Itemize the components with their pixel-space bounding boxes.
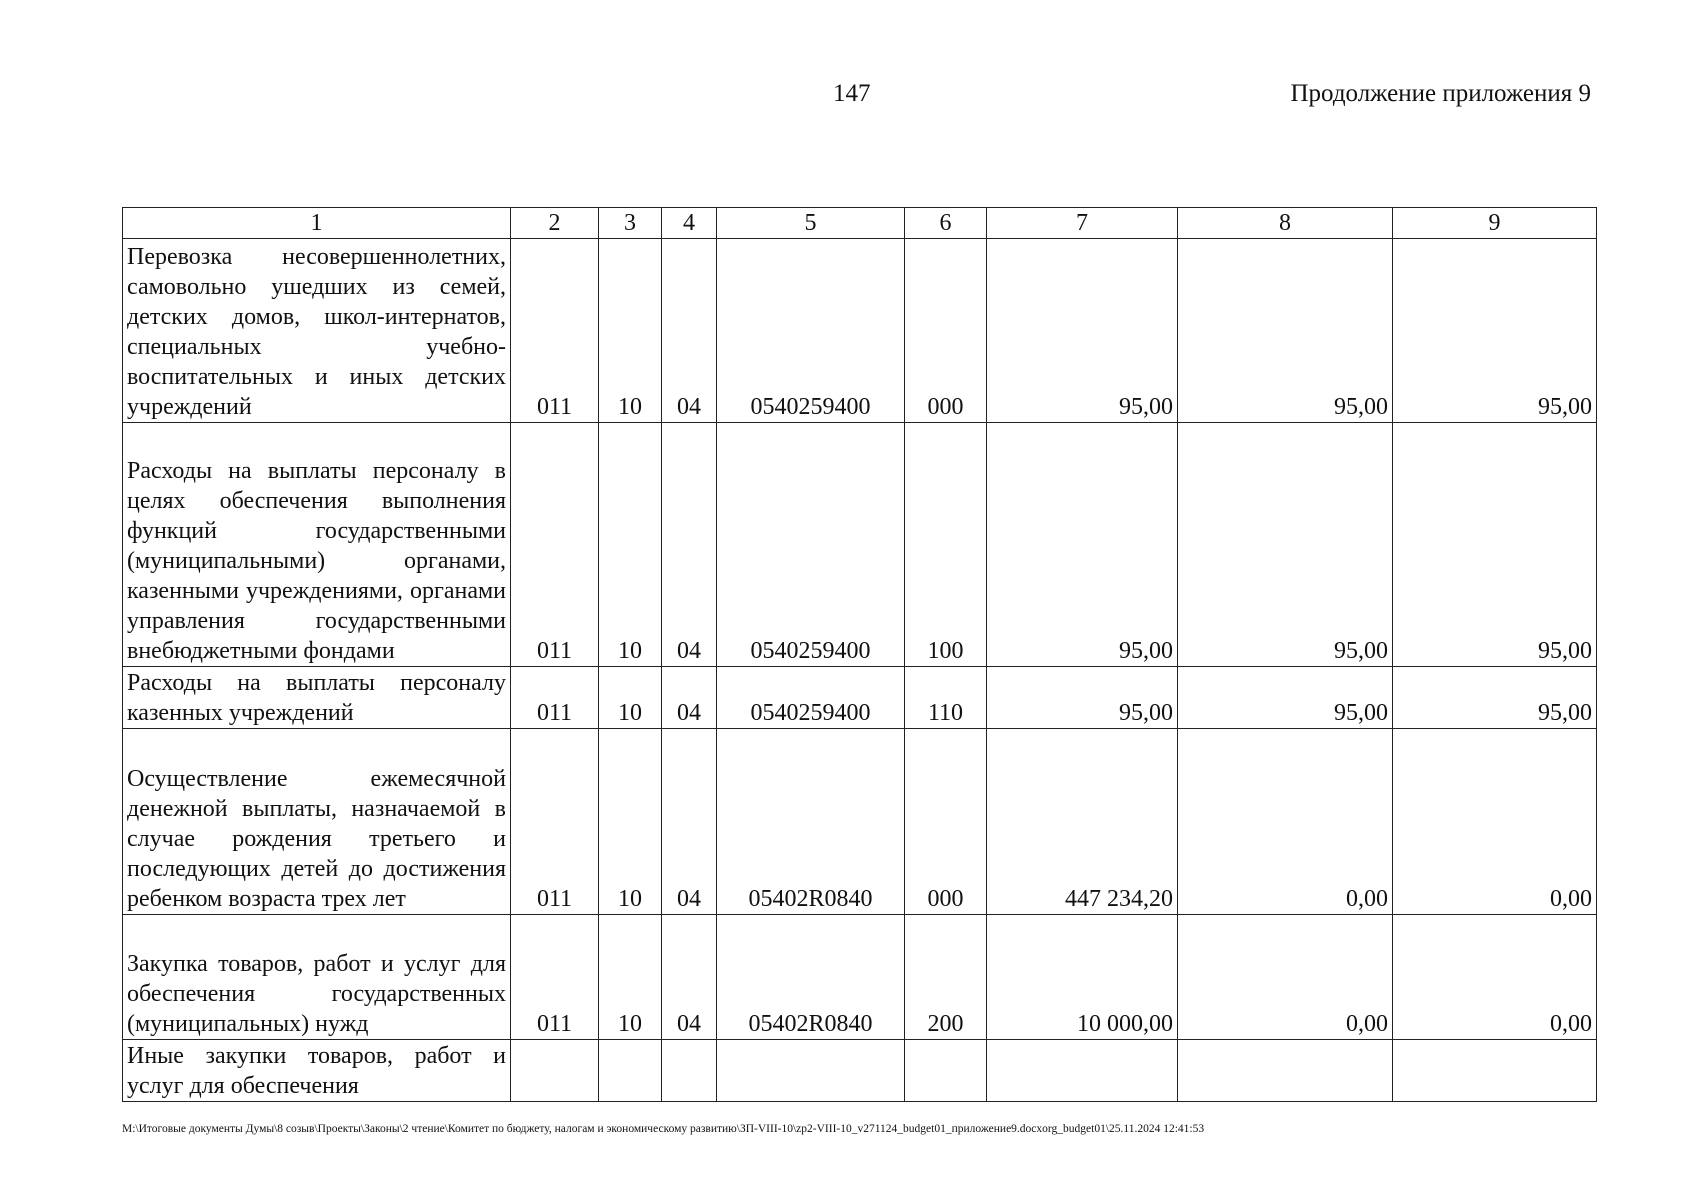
amount-col8-cell: 95,00 — [1178, 423, 1393, 667]
column-header: 3 — [599, 208, 662, 239]
target-article-cell: 0540259400 — [717, 423, 905, 667]
amount-col8-cell: 95,00 — [1178, 667, 1393, 729]
amount-col9-cell — [1393, 1040, 1597, 1102]
amount-col9-cell: 95,00 — [1393, 667, 1597, 729]
amount-col7-cell: 10 000,00 — [987, 915, 1178, 1040]
target-article-cell: 05402R0840 — [717, 915, 905, 1040]
footer-file-path: M:\Итоговые документы Думы\8 созыв\Проекты\Законы\2 чтение\Комитет по бюджету, налогам и экономическому развитию\ЗП-VIII-10\zp2-VIII-10_v271124_budget01_приложение9.docxorg_budget01\25.11.2024 12:41:53 — [122, 1123, 1205, 1135]
section-code-cell: 10 — [599, 667, 662, 729]
subsection-code-cell: 04 — [662, 915, 717, 1040]
target-article-cell: 0540259400 — [717, 667, 905, 729]
subsection-code-cell: 04 — [662, 667, 717, 729]
amount-col7-cell — [987, 1040, 1178, 1102]
subsection-code-cell: 04 — [662, 423, 717, 667]
column-header: 6 — [905, 208, 987, 239]
expense-type-cell: 110 — [905, 667, 987, 729]
expense-type-cell: 000 — [905, 239, 987, 423]
section-code-cell — [599, 1040, 662, 1102]
table-row — [123, 239, 1597, 423]
table-row — [123, 423, 1597, 667]
amount-col8-cell: 0,00 — [1178, 915, 1393, 1040]
amount-col7-cell: 447 234,20 — [987, 729, 1178, 915]
target-article-cell: 0540259400 — [717, 239, 905, 423]
subsection-code-cell: 04 — [662, 239, 717, 423]
amount-col8-cell — [1178, 1040, 1393, 1102]
expense-type-cell — [905, 1040, 987, 1102]
section-code-cell: 10 — [599, 423, 662, 667]
ministry-code-cell: 011 — [511, 667, 599, 729]
appendix-continuation-label: Продолжение приложения 9 — [1290, 80, 1591, 107]
target-article-cell — [717, 1040, 905, 1102]
ministry-code-cell: 011 — [511, 729, 599, 915]
table-header-row — [123, 208, 1597, 239]
column-header: 5 — [717, 208, 905, 239]
column-header: 1 — [123, 208, 511, 239]
table-row — [123, 729, 1597, 915]
column-header: 9 — [1393, 208, 1597, 239]
section-code-cell: 10 — [599, 729, 662, 915]
amount-col8-cell: 0,00 — [1178, 729, 1393, 915]
section-code-cell: 10 — [599, 239, 662, 423]
amount-col8-cell: 95,00 — [1178, 239, 1393, 423]
amount-col7-cell: 95,00 — [987, 239, 1178, 423]
table-row — [123, 667, 1597, 729]
target-article-cell: 05402R0840 — [717, 729, 905, 915]
amount-col9-cell: 0,00 — [1393, 729, 1597, 915]
expense-name-cell: Осуществление ежемесячной денежной выплаты, назначаемой в случае рождения третьего и последующих детей до достижения ребенком возраста трех лет — [123, 729, 511, 915]
ministry-code-cell: 011 — [511, 915, 599, 1040]
column-header: 2 — [511, 208, 599, 239]
column-header: 4 — [662, 208, 717, 239]
amount-col7-cell: 95,00 — [987, 423, 1178, 667]
amount-col9-cell: 95,00 — [1393, 423, 1597, 667]
budget-table — [122, 207, 1597, 1102]
amount-col7-cell: 95,00 — [987, 667, 1178, 729]
expense-name-cell: Расходы на выплаты персоналу казенных учреждений — [123, 667, 511, 729]
expense-type-cell: 200 — [905, 915, 987, 1040]
expense-name-cell: Расходы на выплаты персоналу в целях обеспечения выполнения функций государственными (муниципальными) органами, казенными учреждениями, органами управления государственными внебюджетными фондами — [123, 423, 511, 667]
expense-type-cell: 000 — [905, 729, 987, 915]
expense-name-cell: Перевозка несовершеннолетних, самовольно ушедших из семей, детских домов, школ-интернатов, специальных учебно-воспитательных и иных детских учреждений — [123, 239, 511, 423]
table-row — [123, 915, 1597, 1040]
table-row — [123, 1040, 1597, 1102]
expense-name-cell: Иные закупки товаров, работ и услуг для обеспечения — [123, 1040, 511, 1102]
subsection-code-cell: 04 — [662, 729, 717, 915]
column-header: 7 — [987, 208, 1178, 239]
section-code-cell: 10 — [599, 915, 662, 1040]
amount-col9-cell: 95,00 — [1393, 239, 1597, 423]
page-number: 147 — [833, 80, 871, 107]
column-header: 8 — [1178, 208, 1393, 239]
amount-col9-cell: 0,00 — [1393, 915, 1597, 1040]
ministry-code-cell: 011 — [511, 423, 599, 667]
expense-type-cell: 100 — [905, 423, 987, 667]
expense-name-cell: Закупка товаров, работ и услуг для обеспечения государственных (муниципальных) нужд — [123, 915, 511, 1040]
ministry-code-cell — [511, 1040, 599, 1102]
ministry-code-cell: 011 — [511, 239, 599, 423]
subsection-code-cell — [662, 1040, 717, 1102]
